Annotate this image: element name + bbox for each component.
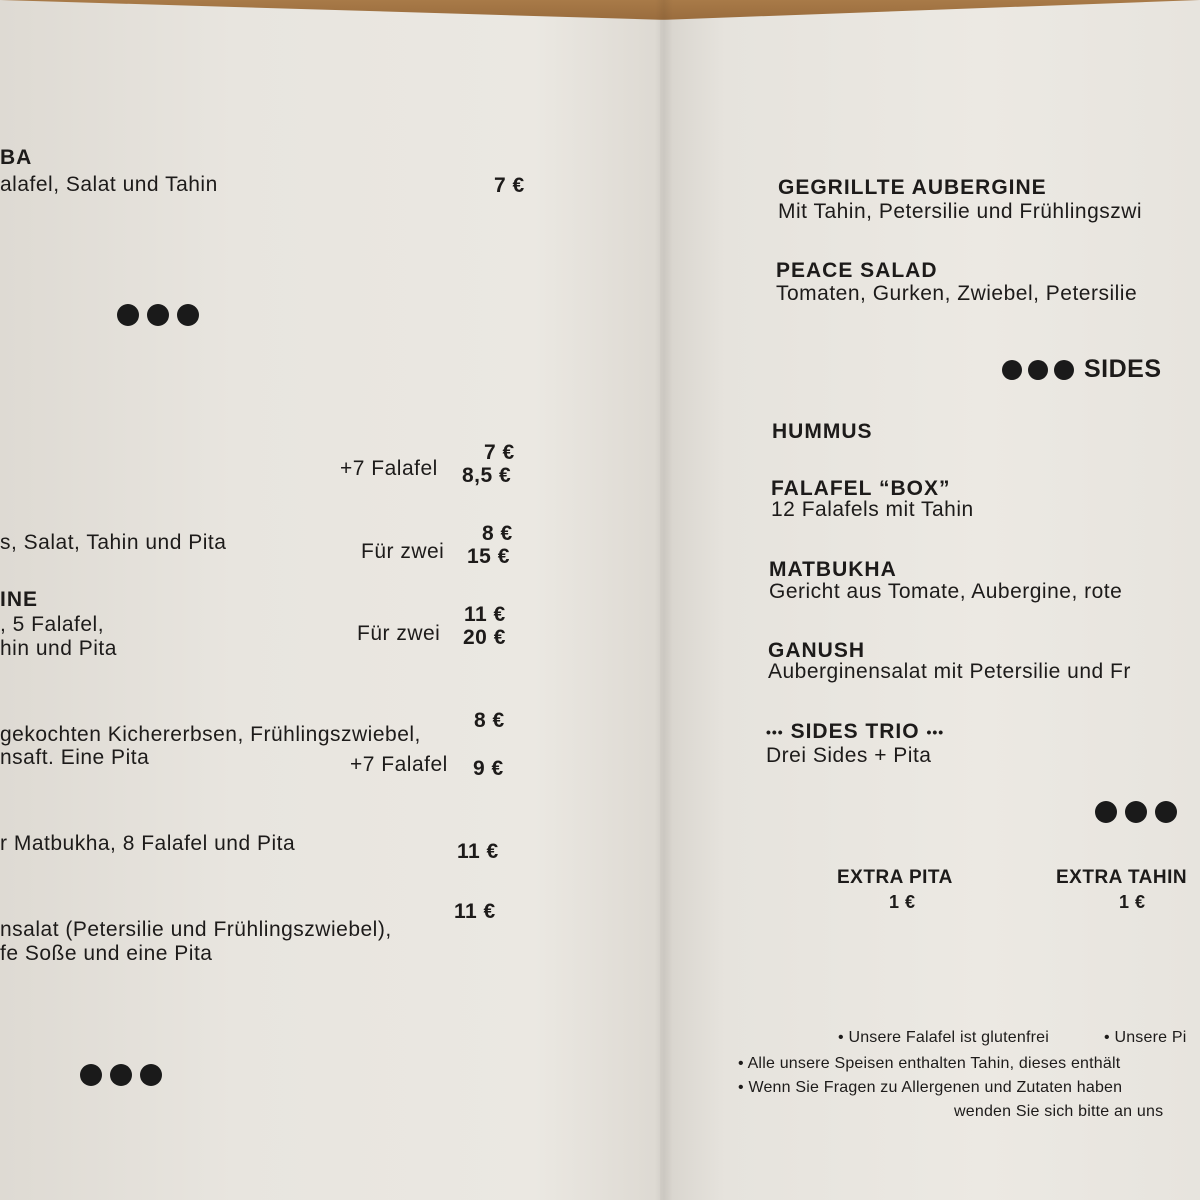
item6-desc: r Matbukha, 8 Falafel und Pita (0, 832, 296, 855)
extra-pita-name: EXTRA PITA (837, 867, 953, 888)
dot (1155, 801, 1177, 823)
item4-price: 11 € (464, 603, 506, 626)
note-allergens: • Wenn Sie Fragen zu Allergenen und Zutaten haben (738, 1079, 1123, 1096)
salad-desc: Tomaten, Gurken, Zwiebel, Petersilie (776, 282, 1138, 305)
extra-tahin-price: 1 € (1119, 892, 1146, 912)
item4-desc2: hin und Pita (0, 637, 117, 660)
item4-extra-price: 20 € (463, 626, 506, 649)
item7-desc1: nsalat (Petersilie und Frühlingszwiebel), (0, 918, 392, 941)
item4-desc1: , 5 Falafel, (0, 613, 105, 636)
dot (1095, 801, 1117, 823)
note-tahin: • Alle unsere Speisen enthalten Tahin, dieses enthält (738, 1055, 1121, 1072)
item5-extra-label: +7 Falafel (350, 753, 448, 776)
dot (117, 304, 139, 326)
note-gluten: • Unsere Falafel ist glutenfrei (838, 1029, 1050, 1046)
dot (1054, 360, 1074, 380)
trio-name (766, 720, 944, 744)
falafel-box-desc: 12 Falafels mit Tahin (771, 498, 974, 521)
item5-desc2: nsaft. Eine Pita (0, 746, 150, 769)
dot (80, 1064, 102, 1086)
extra-pita-price: 1 € (889, 892, 916, 912)
trio-dots-left: ••• (766, 724, 784, 741)
item2-extra-label: +7 Falafel (340, 457, 438, 480)
sides-header-dots (1002, 360, 1074, 380)
item5-price: 8 € (474, 709, 505, 732)
item2-price: 7 € (484, 441, 515, 464)
item4-name: INE (0, 588, 39, 611)
dot (1002, 360, 1022, 380)
extra-tahin-name: EXTRA TAHIN (1056, 867, 1188, 888)
divider-dots-bottom (80, 1064, 162, 1086)
matbukha-name: MATBUKHA (769, 558, 897, 581)
dot (147, 304, 169, 326)
item5-extra-price: 9 € (473, 757, 504, 780)
trio-name-text: SIDES TRIO (790, 720, 920, 743)
ganush-desc: Auberginensalat mit Petersilie und Fr (768, 660, 1131, 683)
item1-price: 7 € (494, 174, 525, 197)
trio-desc: Drei Sides + Pita (766, 744, 932, 767)
item3-price: 8 € (482, 522, 513, 545)
falafel-box-name: FALAFEL “BOX” (771, 477, 951, 500)
note-pita: • Unsere Pi (1104, 1029, 1187, 1046)
item3-extra-label: Für zwei (361, 540, 445, 563)
item4-extra-label: Für zwei (357, 622, 441, 645)
item6-price: 11 € (457, 840, 499, 863)
hummus-name: HUMMUS (772, 420, 873, 443)
item7-desc2: fe Soße und eine Pita (0, 942, 213, 965)
divider-dots-right (1095, 801, 1177, 823)
item7-price: 11 € (454, 900, 496, 923)
menu-fold (655, 0, 673, 1200)
sides-header-text: SIDES (1084, 355, 1162, 383)
dot (177, 304, 199, 326)
dot (1125, 801, 1147, 823)
item3-extra-price: 15 € (467, 545, 510, 568)
dot (1028, 360, 1048, 380)
dot (140, 1064, 162, 1086)
item1-name: BA (0, 146, 33, 169)
aubergine-desc: Mit Tahin, Petersilie und Frühlingszwi (778, 200, 1143, 223)
trio-dots-right: ••• (926, 724, 945, 741)
salad-name: PEACE SALAD (776, 259, 938, 282)
matbukha-desc: Gericht aus Tomate, Aubergine, rote (769, 580, 1123, 603)
item3-desc: s, Salat, Tahin und Pita (0, 531, 227, 554)
item2-extra-price: 8,5 € (462, 464, 512, 487)
sides-header (1002, 355, 1162, 384)
aubergine-name: GEGRILLTE AUBERGINE (778, 176, 1047, 199)
item1-desc: alafel, Salat und Tahin (0, 173, 218, 196)
item5-desc1: gekochten Kichererbsen, Frühlingszwiebel, (0, 723, 421, 746)
note-contact: wenden Sie sich bitte an uns (954, 1103, 1164, 1120)
dot (110, 1064, 132, 1086)
divider-dots (117, 304, 199, 326)
ganush-name: GANUSH (768, 639, 866, 662)
